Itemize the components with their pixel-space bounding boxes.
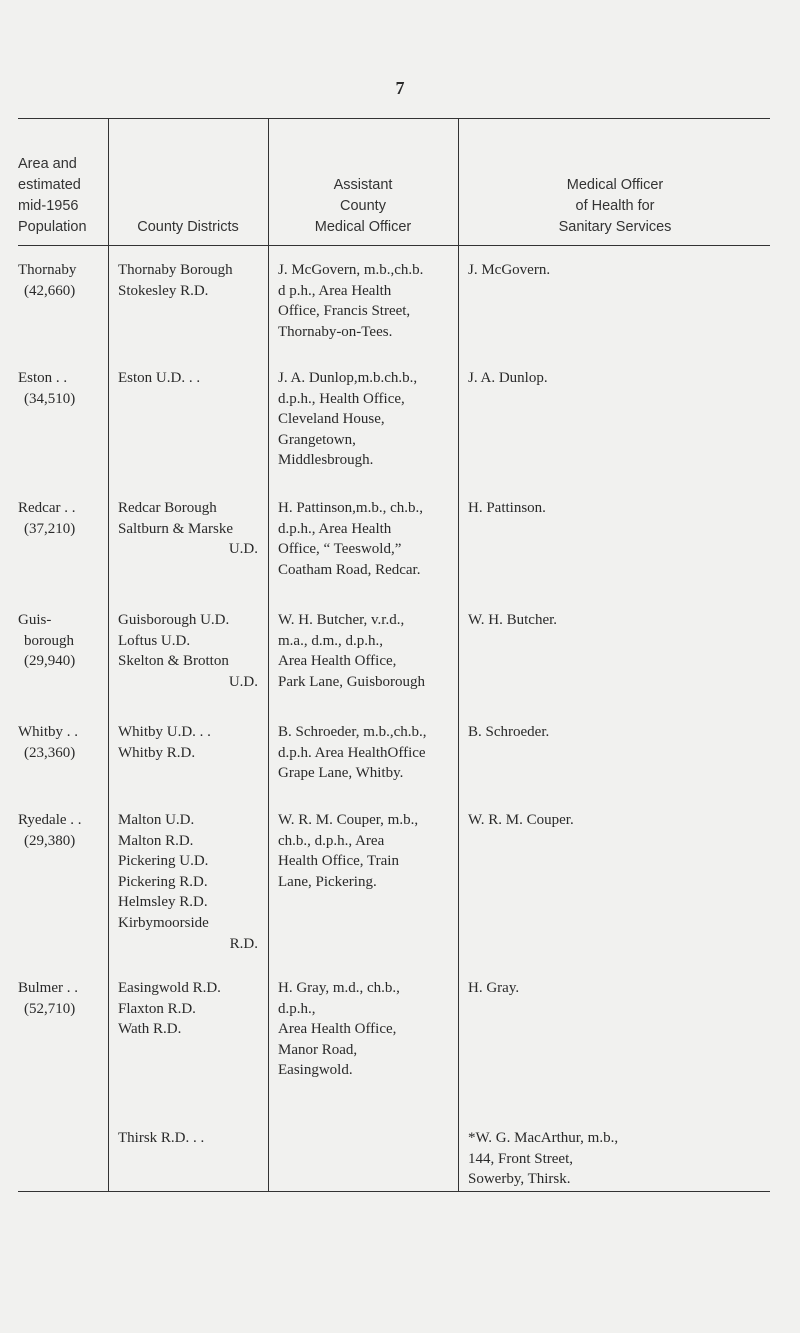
assistant-cell: J. McGovern, m.b.,ch.b. d p.h., Area Health Office, Francis Street, Thornaby-on-Tees. — [278, 262, 424, 340]
assistant-cell: W. R. M. Couper, m.b., ch.b., d.p.h., Area Health Office, Train Lane, Pickering. — [278, 812, 419, 890]
header-assistant-medical-officer: Assistant County Medical Officer — [314, 177, 412, 235]
districts-cell: Thornaby Borough Stokesley R.D. — [118, 262, 233, 299]
area-cell: Eston . . (34,510) — [18, 370, 76, 407]
header-medical-officer-of-health: Medical Officer of Health for Sanitary Services — [558, 177, 672, 235]
assistant-cell: H. Pattinson,m.b., ch.b., d.p.h., Area Health Office, “ Teeswold,” Coatham Road, Redcar. — [278, 500, 423, 578]
table-top-rule — [18, 118, 770, 119]
districts-cell: Thirsk R.D. . . — [118, 1130, 205, 1146]
moh-cell: *W. G. MacArthur, m.b., 144, Front Street, Sowerby, Thirsk. — [468, 1130, 619, 1188]
header-bottom-rule — [18, 245, 770, 246]
moh-cell: J. A. Dunlop. — [468, 370, 548, 386]
districts-cell: Whitby U.D. . . Whitby R.D. — [118, 724, 211, 761]
assistant-cell: B. Schroeder, m.b.,ch.b., d.p.h. Area HealthOffice Grape Lane, Whitby. — [278, 724, 427, 782]
area-cell: Guis- borough (29,940) — [18, 612, 76, 670]
moh-cell: H. Gray. — [468, 980, 520, 996]
area-cell: Whitby . . (23,360) — [18, 724, 78, 761]
header-area: Area and estimated mid-1956 Population — [18, 156, 87, 235]
page-number: 7 — [395, 78, 405, 98]
assistant-cell: W. H. Butcher, v.r.d., m.a., d.m., d.p.h., Area Health Office, Park Lane, Guisborough — [278, 612, 426, 690]
assistant-cell: H. Gray, m.d., ch.b., d.p.h., Area Health Office, Manor Road, Easingwold. — [278, 980, 400, 1079]
districts-cell: Guisborough U.D. Loftus U.D. Skelton & Brotton U.D. — [118, 612, 258, 690]
districts-cell: Easingwold R.D. Flaxton R.D. Wath R.D. — [118, 980, 221, 1038]
area-cell: Ryedale . . (29,380) — [18, 812, 82, 849]
table-bottom-rule — [18, 1191, 770, 1192]
header-county-districts: County Districts — [137, 219, 239, 235]
districts-cell: Eston U.D. . . — [118, 370, 201, 386]
column-rule-2 — [268, 118, 269, 1191]
districts-cell: Redcar Borough Saltburn & Marske U.D. — [118, 500, 258, 558]
column-rule-1 — [108, 118, 109, 1191]
area-cell: Thornaby (42,660) — [18, 262, 77, 299]
assistant-cell: J. A. Dunlop,m.b.ch.b., d.p.h., Health Office, Cleveland House, Grangetown, Middlesbrough. — [278, 370, 418, 469]
area-cell: Redcar . . (37,210) — [18, 500, 76, 537]
moh-cell: J. McGovern. — [468, 262, 551, 278]
moh-cell: W. H. Butcher. — [468, 612, 558, 628]
districts-cell: Malton U.D. Malton R.D. Pickering U.D. Pickering R.D. Helmsley R.D. Kirbymoorside R.D. — [118, 812, 258, 952]
moh-cell: H. Pattinson. — [468, 500, 546, 516]
moh-cell: W. R. M. Couper. — [468, 812, 574, 828]
moh-cell: B. Schroeder. — [468, 724, 550, 740]
area-cell: Bulmer . . (52,710) — [18, 980, 78, 1017]
